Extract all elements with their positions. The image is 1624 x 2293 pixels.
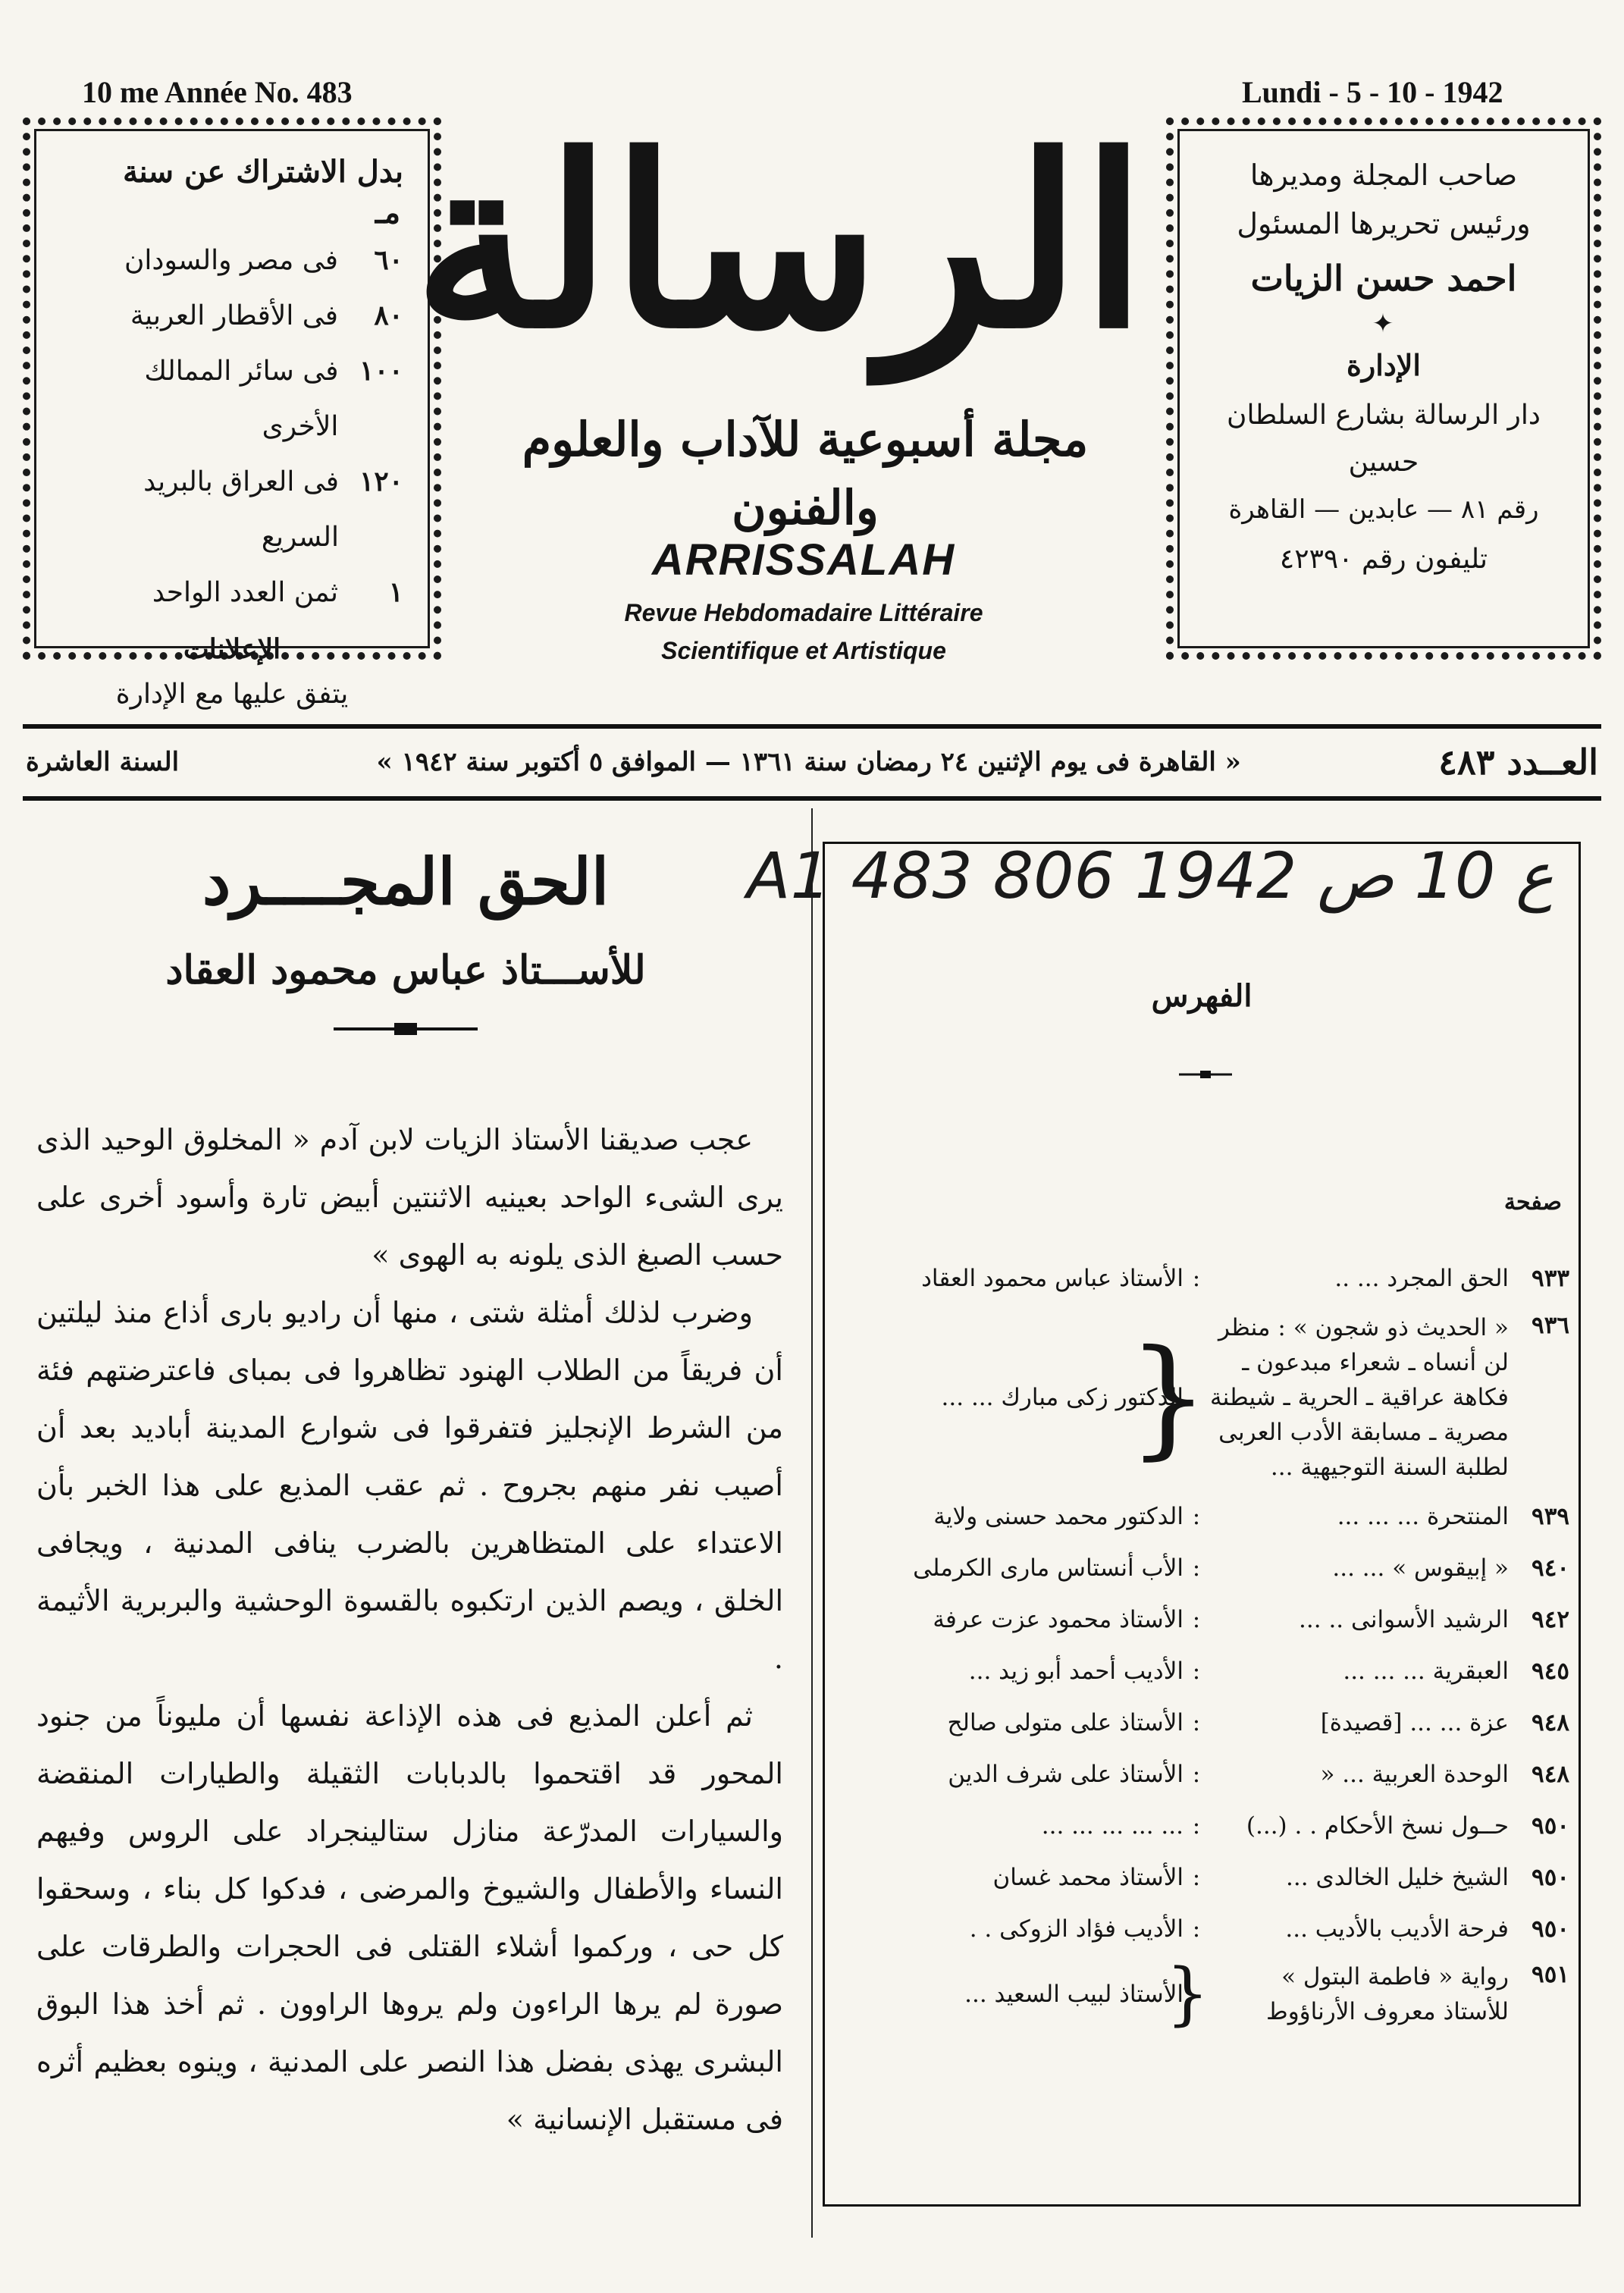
- subscription-row: [61, 233, 403, 288]
- index-title-text: حــول نسخ الأحكام . . (...): [1246, 1812, 1509, 1840]
- index-title-text: « الحديث ذو شجون » : منظر لن أنساه ـ شعراء مبدعون ـ فكاهة عراقية ـ الحرية ـ شيطنة مصرية ـ مسابقة الأدب العربى لطلبة السنة التوجيهية ...: [1210, 1314, 1509, 1481]
- index-page-number: ٩٣٦: [1532, 1312, 1569, 1339]
- index-entry: [834, 1903, 1569, 1955]
- owner-line-2: ورئيس تحريرها المسئول: [1237, 207, 1531, 240]
- index-page-number: ٩٤٥: [1532, 1658, 1569, 1685]
- year-label: السنة العاشرة: [26, 747, 180, 777]
- ads-text: يتفق عليها مع الإدارة: [115, 679, 349, 710]
- index-separator: :: [1192, 1915, 1201, 1943]
- index-author: ... ... ... ... ...: [1041, 1812, 1184, 1840]
- index-author: الأستاذ لبيب السعيد ...: [964, 1981, 1184, 2008]
- index-author: الدكتور زكى مبارك ... ...: [941, 1384, 1184, 1411]
- ads-title: الإعلانات: [183, 633, 281, 665]
- index-page-number: ٩٤٨: [1532, 1709, 1569, 1736]
- subscription-row: [61, 288, 403, 343]
- index-page-number: ٩٥١: [1532, 1961, 1569, 1988]
- index-author: الأديب فؤاد الزوكى . .: [969, 1915, 1184, 1943]
- index-title-text: الحق المجرد ... ..: [1334, 1265, 1509, 1292]
- index-separator: :: [1192, 1761, 1201, 1788]
- index-entry: [834, 1852, 1569, 1903]
- article-ornament: [334, 1020, 478, 1038]
- index-brace: {: [1127, 1322, 1209, 1473]
- index-author: الأديب أحمد أبو زيد ...: [968, 1658, 1184, 1685]
- top-rule: [23, 724, 1601, 729]
- index-ornament: [1179, 1068, 1232, 1077]
- index-separator: :: [1192, 1709, 1201, 1736]
- bottom-rule: [23, 796, 1601, 801]
- article-title: الحق المجــــرد: [202, 844, 610, 919]
- row-value: ٦٠: [374, 244, 403, 276]
- latin-title: ARRISSALAH: [651, 535, 956, 585]
- index-entry: [834, 1491, 1569, 1542]
- owner-name: احمد حسن الزيات: [1250, 258, 1517, 299]
- subscription-row: [61, 454, 403, 565]
- index-separator: :: [1192, 1658, 1201, 1685]
- subscription-title: بدل الاشتراك عن سنة: [123, 154, 403, 190]
- index-page-number: ٩٥٠: [1532, 1915, 1569, 1943]
- index-title-text: الوحدة العربية ... «: [1320, 1761, 1509, 1788]
- ornament-divider: ✦: [1372, 309, 1396, 339]
- index-entry: [834, 1645, 1569, 1697]
- row-value: ١٠٠: [359, 355, 403, 387]
- article-paragraph: وضرب لذلك أمثلة شتى ، منها أن راديو بارى أذاع منذ ليلتين أن فريقاً من الطلاب الهنود تظاهروا فى بمباى فاعترضتهم فئة من الشرط الإنجليز فتفرقوا فى شوارع المدينة أباديد بعد أن أصيب نفر منهم بجروح . ثم عقب المذيع على هذا الخبر بأن الاعتداء على المتظاهرين بالضرب ينافى المدنية ، ويجافى الخلق ، ويصم الذين ارتكبوه بالقسوة الوحشية والبربرية الأثيمة .: [36, 1296, 783, 1675]
- index-separator: :: [1192, 1606, 1201, 1633]
- index-title-text: فرحة الأديب بالأديب ...: [1285, 1915, 1509, 1943]
- index-title-text: المنتحرة ... ... ...: [1337, 1503, 1509, 1530]
- index-page-number: ٩٤٠: [1532, 1554, 1569, 1582]
- currency-unit: مـ: [375, 195, 400, 231]
- column-divider: [811, 808, 813, 2238]
- index-title-text: « إبيقوس » ... ...: [1332, 1554, 1509, 1582]
- index-title-text: عزة ... ... [قصيدة]: [1320, 1709, 1509, 1736]
- index-entry: [834, 1253, 1569, 1304]
- masthead-subtitle: مجلة أسبوعية للآداب والعلوم والفنون: [522, 412, 1089, 535]
- index-title-text: الشيخ خليل الخالدى ...: [1286, 1864, 1509, 1891]
- phone-line: تليفون رقم ٤٢٣٩٠: [1279, 544, 1488, 575]
- index-page-number: ٩٣٩: [1532, 1503, 1569, 1530]
- index-author: الأستاذ على شرف الدين: [948, 1761, 1184, 1788]
- handwritten-archive-note: A1 483 ع 10 ص 1942 806: [747, 839, 1554, 913]
- index-entry: [834, 1749, 1569, 1800]
- index-separator: :: [1192, 1812, 1201, 1840]
- index-separator: :: [1192, 1864, 1201, 1891]
- owner-box: [1166, 118, 1601, 660]
- index-title-text: الرشيد الأسوانى .. ...: [1299, 1606, 1509, 1633]
- index-author: الدكتور محمد حسنى ولاية: [933, 1503, 1184, 1530]
- latin-subtitle-1: Revue Hebdomadaire Littéraire: [624, 599, 983, 626]
- issue-date-ar: « القاهرة فى يوم الإثنين ٢٤ رمضان سنة ١٣٦١ — الموافق ٥ أكتوبر سنة ١٩٤٢ »: [376, 747, 1241, 777]
- index-entry: [834, 1800, 1569, 1852]
- subscription-rows: [61, 233, 403, 620]
- issue-bar: [23, 732, 1601, 792]
- index-author: الأستاذ محمود عزت عرفة: [933, 1606, 1184, 1633]
- index-entry: [834, 1594, 1569, 1645]
- latin-subtitle-2: Scientifique et Artistique: [661, 637, 946, 664]
- row-label: فى الأقطار العربية: [130, 300, 338, 331]
- index-entry: [834, 1697, 1569, 1749]
- index-title: الفهرس: [1151, 978, 1252, 1014]
- index-page-number: ٩٤٢: [1532, 1606, 1569, 1633]
- subscription-row: [61, 343, 403, 454]
- index-entry: [834, 1304, 1569, 1491]
- subscription-row: [61, 565, 403, 620]
- row-value: ١: [388, 576, 403, 608]
- index-page-header: صفحة: [1503, 1189, 1562, 1216]
- index-page-number: ٩٥٠: [1532, 1864, 1569, 1891]
- row-value: ١٢٠: [359, 466, 403, 497]
- index-title-text: العبقرية ... ... ...: [1343, 1658, 1509, 1685]
- owner-line-1: صاحب المجلة ومديرها: [1249, 158, 1518, 192]
- index-page-number: ٩٤٨: [1532, 1761, 1569, 1788]
- issue-date: Lundi - 5 - 10 - 1942: [1242, 75, 1503, 109]
- address-line-1: دار الرسالة بشارع السلطان حسين: [1227, 400, 1541, 478]
- row-label: فى مصر والسودان: [124, 245, 338, 276]
- row-value: ٨٠: [374, 300, 403, 331]
- index-page-number: ٩٣٣: [1532, 1265, 1569, 1292]
- article-paragraph: عجب صديقنا الأستاذ الزيات لابن آدم « المخلوق الوحيد الذى يرى الشىء الواحد بعينيه الاثنتين أبيض تارة وأسود أخرى على حسب الصبغ الذى يلونه به الهوى »: [36, 1123, 783, 1272]
- index-list: [834, 1253, 1569, 2034]
- admin-title: الإدارة: [1347, 348, 1421, 382]
- article-body: [36, 1111, 783, 2148]
- index-title-text: رواية « فاطمة البتول » للأستاذ معروف الأرناؤوط: [1266, 1963, 1509, 2025]
- index-brace: {: [1165, 1954, 1209, 2034]
- index-separator: :: [1192, 1503, 1201, 1530]
- index-entry: [834, 1954, 1569, 2034]
- masthead-title: الرسالة: [413, 105, 1146, 381]
- subscription-box: [23, 118, 441, 710]
- index-author: الأستاذ عباس محمود العقاد: [921, 1265, 1184, 1292]
- row-label: فى سائر الممالك الأخرى: [144, 356, 339, 442]
- issue-number: 10 me Année No. 483: [82, 75, 353, 109]
- index-author: الأستاذ محمد غسان: [992, 1864, 1184, 1891]
- index-separator: :: [1192, 1554, 1201, 1582]
- article-paragraph: ثم أعلن المذيع فى هذه الإذاعة نفسها أن مليوناً من جنود المحور قد اقتحموا بالدبابات الثقيلة والطيارات المنقضة والسيارات المدرّعة منازل ستالينجراد على الروس وفيهم النساء والأطفال والشيوخ والمرضى ، فدكوا كل بناء ، وسحقوا كل حى ، وركموا أشلاء القتلى فى الحجرات والطرقات على صورة لم يرها الراءون ولم يروها الراوون . ثم أخذ هذا البوق البشرى يهذى بفضل هذا النصر على المدنية ، وينوه بعظيم أثره فى مستقبل الإنسانية »: [36, 1699, 783, 2136]
- address-line-2: رقم ٨١ — عابدين — القاهرة: [1228, 494, 1539, 525]
- row-label: ثمن العدد الواحد: [152, 577, 338, 608]
- index-page-number: ٩٥٠: [1532, 1812, 1569, 1840]
- index-separator: :: [1192, 1265, 1201, 1292]
- issue-number-ar: العــدد ٤٨٣: [1438, 742, 1598, 783]
- index-entry: [834, 1542, 1569, 1594]
- row-label: فى العراق بالبريد السريع: [143, 466, 340, 553]
- index-author: الأب أنستاس مارى الكرملى: [913, 1554, 1184, 1582]
- article-author: للأســـتاذ عباس محمود العقاد: [165, 947, 646, 993]
- index-author: الأستاذ على متولى صالح: [947, 1709, 1184, 1736]
